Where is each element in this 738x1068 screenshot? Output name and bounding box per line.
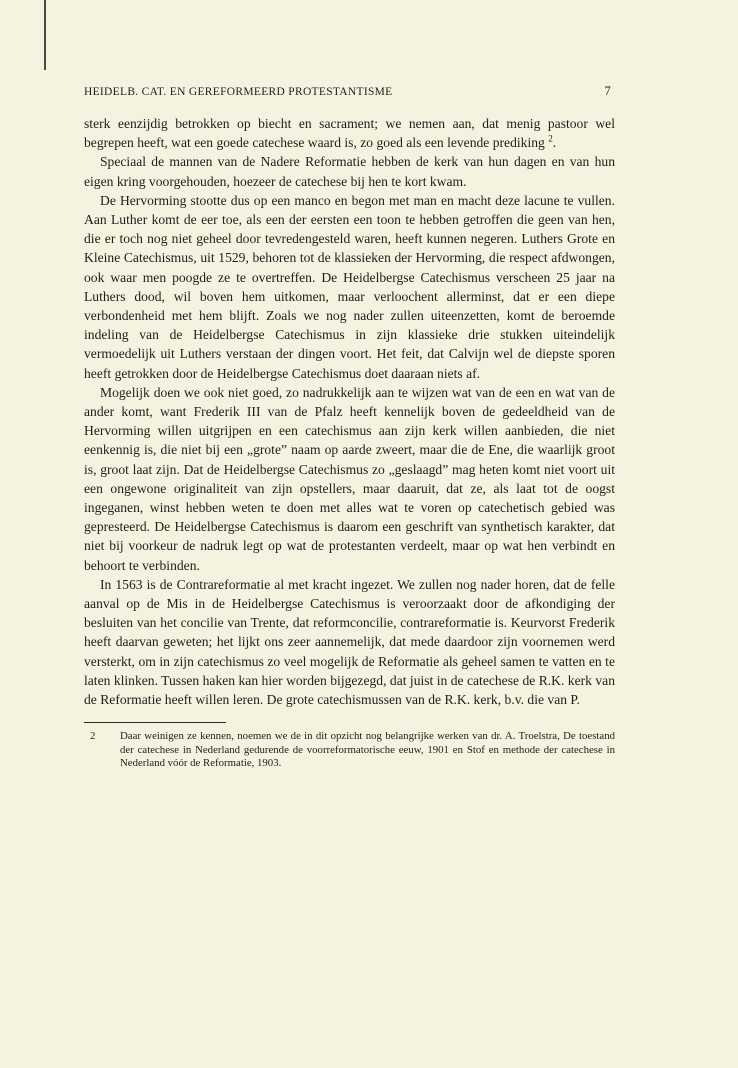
paragraph: Mogelijk doen we ook niet goed, zo nadrukkelijk aan te wijzen wat van de een en wat van de ander komt, want Frederik III van de Pfalz heeft kennelijk boven de gedeeldheid van de Hervorming willen uitgrijpen en een catechismus aan zijn kerk willen aanbieden, die niet eenkennig is, die niet bij een „grote” naam op aarde zweert, maar die de Ene, die waarlijk groot is, groot laat zijn. Dat de Heidelbergse Catechismus zo „geslaagd” mag heten komt niet voort uit een ongewone originaliteit van zijn opstellers, maar daaruit, dat ze, als laat tot de oogst ingeganen, winst hebben weten te doen met alles wat te voren op catechetisch gebied was gepresteerd. De Heidelbergse Catechismus is daarom een geschrift van synthetisch karakter, dat niet bij voorkeur de nadruk legt op wat de protestanten verdeelt, maar op wat hen verbindt en behoort te verbinden. [84,384,615,573]
footnote-number: 2 [90,730,96,743]
footnote-text: Daar weinigen ze kennen, noemen we de in dit opzicht nog belangrijke werken van dr. A. Troelstra, De toestand der catechese in Nederland gedurende de voorreformatorische eeuw, 1901 en Stof en methode der catechese in Nederland vóór de Reformatie, 1903. [120,730,615,770]
paragraph: In 1563 is de Contrareformatie al met kracht ingezet. We zullen nog nader horen, dat de felle aanval op de Mis in de Heidelbergse Catechismus is veroorzaakt door de afkondiging der besluiten van het concilie van Trente, dat reformconcilie, contrareformatie is. Keurvorst Frederik heeft daarvan geweten; het lijkt ons zeer aannemelijk, dat mede daardoor zijn voornemen werd versterkt, om in zijn catechismus zo veel mogelijk de Reformatie als geheel samen te vatten en te laten klinken. Tussen haken kan hier worden bijgezegd, dat juist in de catechese de R.K. kerk van de Reformatie heeft willen leren. De grote catechismussen van de R.K. kerk, b.v. die van P. [84,576,615,708]
page-number: 7 [604,84,611,98]
paragraph: De Hervorming stootte dus op een manco en begon met man en macht deze lacune te vullen. Aan Luther komt de eer toe, als een der eersten een toon te hebben getroffen die geen van hen, die er toch nog niet geheel door tevredengesteld waren, heeft kunnen negeren. Luthers Grote en Kleine Catechismus, uit 1529, behoren tot de klassieken der Hervorming, die respect afdwongen, ook waar men poogde ze te overtreffen. De Heidelbergse Catechismus verscheen 25 jaar na Luthers dood, wil boven hem uitkomen, maar verloochent allerminst, dat er een diepe verbondenheid met hem blijft. Zoals we nog nader zullen uiteenzetten, komt de beroemde indeling van de Heidelbergse Catechismus in zijn klassieke drie stukken uiteindelijk vermoedelijk uit Luthers verstaan der dingen voort. Het feit, dat Calvijn wel de diepste sporen heeft getrokken door de Heidelbergse Catechismus doet daaraan niets af. [84,192,615,381]
paragraph: Speciaal de mannen van de Nadere Reformatie hebben de kerk van hun dagen en van hun eigen kring voorgehouden, hoezeer de catechese bij hen te kort kwam. [84,154,615,189]
scan-edge-line [44,0,46,70]
paragraph-text: sterk eenzijdig betrokken op biecht en sacrament; we nemen aan, dat menig pastoor wel begrepen heeft, wat een goede catechese waard is, zo goed als een levende prediking [84,116,615,151]
paragraph-text-end: . [552,135,557,151]
footnote-rule [84,722,226,723]
footnote [84,730,615,771]
book-page [84,84,615,771]
paragraph [84,114,615,152]
body-text [84,114,615,709]
footnote-reference[interactable]: 2 [548,133,553,144]
running-title: HEIDELB. CAT. EN GEREFORMEERD PROTESTANTISME [84,86,393,98]
running-head [84,84,615,106]
